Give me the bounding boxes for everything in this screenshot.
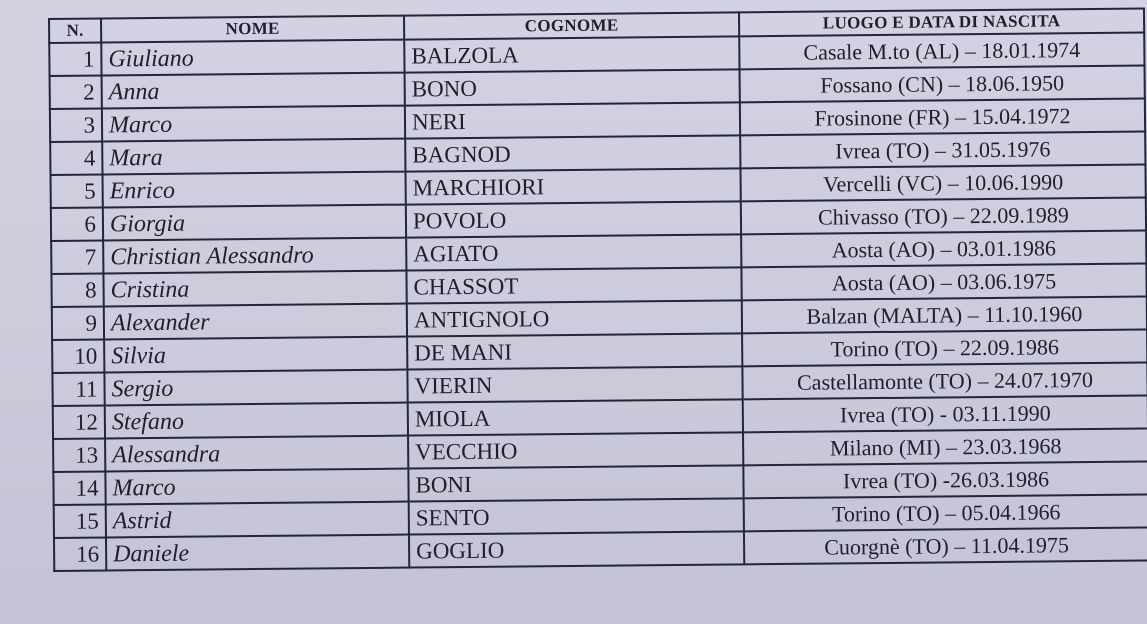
cell-cognome: VECCHIO [408, 432, 743, 468]
cell-luogo: Ivrea (TO) – 31.05.1976 [740, 131, 1145, 168]
cell-luogo: Castellamonte (TO) – 24.07.1970 [742, 362, 1147, 399]
header-num: N. [49, 18, 101, 42]
cell-num: 12 [53, 405, 105, 438]
cell-cognome: VIERIN [407, 366, 742, 402]
cell-nome: Daniele [106, 535, 409, 571]
cell-nome: Anna [102, 73, 405, 109]
cell-luogo: Cuorgnè (TO) – 11.04.1975 [744, 527, 1147, 564]
cell-cognome: MIOLA [408, 399, 743, 435]
cell-num: 15 [54, 504, 106, 537]
cell-luogo: Torino (TO) – 05.04.1966 [744, 494, 1147, 531]
cell-cognome: BONO [405, 69, 740, 105]
cell-cognome: POVOLO [406, 201, 741, 237]
cell-cognome: BONI [408, 465, 743, 501]
cell-luogo: Casale M.to (AL) – 18.01.1974 [739, 32, 1144, 69]
cell-luogo: Aosta (AO) – 03.06.1975 [741, 263, 1146, 300]
cell-num: 7 [51, 240, 103, 273]
cell-nome: Alessandra [105, 436, 408, 472]
cell-luogo: Ivrea (TO) -26.03.1986 [743, 461, 1147, 498]
cell-luogo: Balzan (MALTA) – 11.10.1960 [742, 296, 1147, 333]
cell-nome: Stefano [105, 403, 408, 439]
cell-nome: Christian Alessandro [103, 238, 406, 274]
cell-cognome: SENTO [409, 498, 744, 534]
cell-cognome: NERI [405, 102, 740, 138]
header-cognome: COGNOME [404, 12, 739, 39]
cell-nome: Cristina [103, 271, 406, 307]
cell-nome: Alexander [104, 304, 407, 340]
cell-nome: Marco [105, 469, 408, 505]
cell-nome: Sergio [104, 370, 407, 406]
cell-nome: Mara [102, 139, 405, 175]
cell-luogo: Milano (MI) – 23.03.1968 [743, 428, 1147, 465]
cell-num: 13 [53, 438, 105, 471]
cell-cognome: DE MANI [407, 333, 742, 369]
cell-cognome: MARCHIORI [405, 168, 740, 204]
cell-luogo: Ivrea (TO) - 03.11.1990 [743, 395, 1147, 432]
cell-luogo: Frosinone (FR) – 15.04.1972 [740, 98, 1145, 135]
cell-num: 9 [52, 306, 104, 339]
cell-cognome: GOGLIO [409, 531, 744, 567]
cell-cognome: BALZOLA [404, 36, 739, 72]
header-luogo: LUOGO E DATA DI NASCITA [739, 8, 1144, 36]
cell-num: 14 [53, 471, 105, 504]
cell-num: 3 [50, 108, 102, 141]
cell-nome: Marco [102, 106, 405, 142]
cell-num: 5 [51, 174, 103, 207]
cell-luogo: Aosta (AO) – 03.01.1986 [741, 230, 1146, 267]
cell-luogo: Torino (TO) – 22.09.1986 [742, 329, 1147, 366]
cell-num: 8 [51, 273, 103, 306]
cell-nome: Astrid [106, 502, 409, 538]
header-nome: NOME [101, 16, 404, 43]
cell-num: 6 [51, 207, 103, 240]
people-table [48, 7, 1147, 572]
document-table-wrapper [48, 7, 1147, 571]
cell-num: 1 [49, 42, 101, 75]
cell-cognome: CHASSOT [406, 267, 741, 303]
table-body [49, 32, 1147, 570]
cell-cognome: BAGNOD [405, 135, 740, 171]
cell-num: 4 [50, 141, 102, 174]
cell-num: 16 [54, 537, 106, 570]
cell-nome: Giuliano [101, 40, 404, 76]
cell-num: 11 [52, 372, 104, 405]
cell-luogo: Vercelli (VC) – 10.06.1990 [740, 164, 1145, 201]
cell-luogo: Fossano (CN) – 18.06.1950 [740, 65, 1145, 102]
cell-num: 10 [52, 339, 104, 372]
cell-nome: Silvia [104, 337, 407, 373]
cell-nome: Enrico [103, 172, 406, 208]
cell-nome: Giorgia [103, 205, 406, 241]
cell-cognome: ANTIGNOLO [407, 300, 742, 336]
cell-num: 2 [50, 75, 102, 108]
cell-cognome: AGIATO [406, 234, 741, 270]
cell-luogo: Chivasso (TO) – 22.09.1989 [741, 197, 1146, 234]
